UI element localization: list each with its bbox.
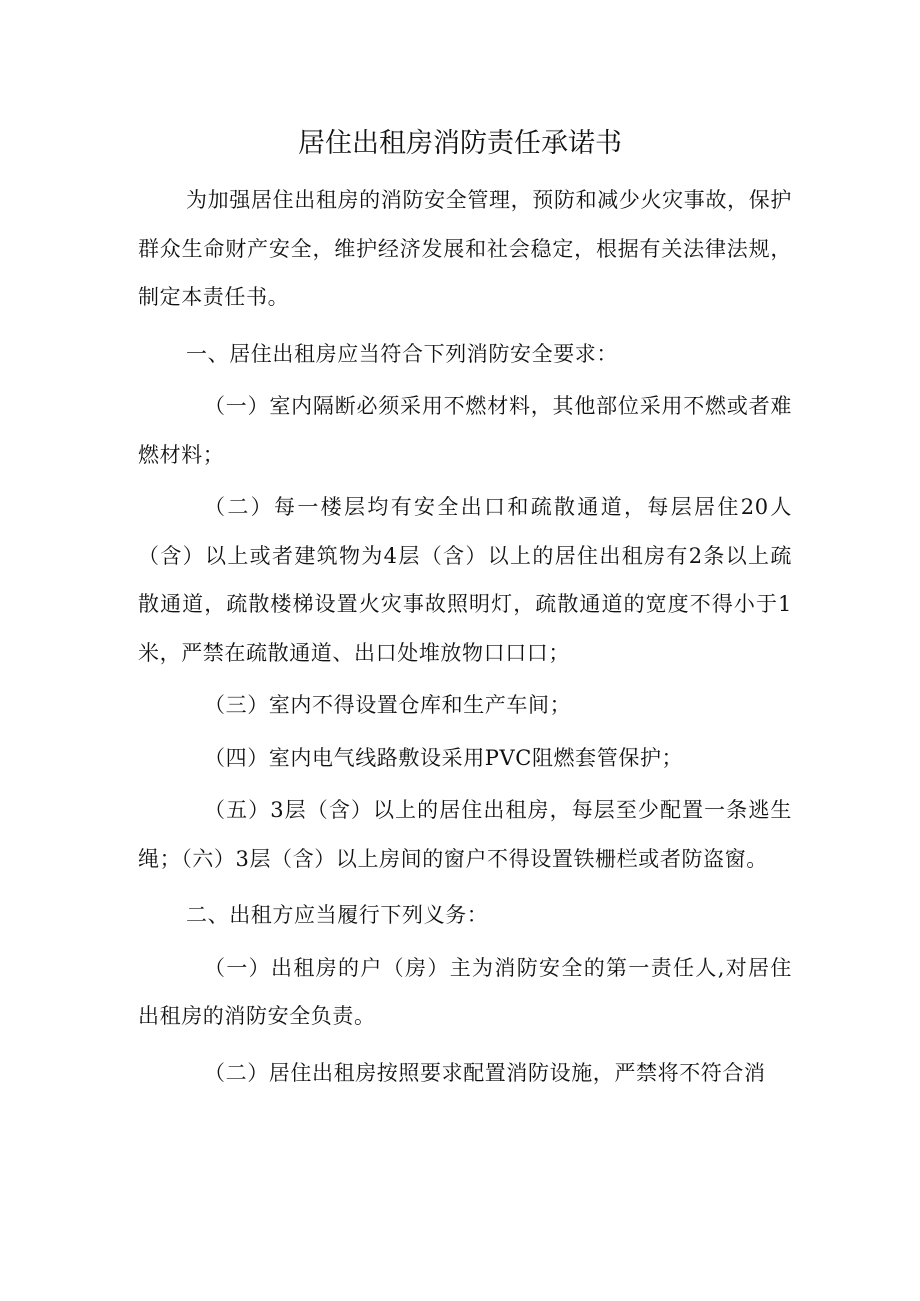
- section-1-item-1: （一）室内隔断必须采用不燃材料，其他部位采用不燃或者难燃材料；: [138, 394, 792, 467]
- section-1-item-3: （三）室内不得设置仓库和生产车间；: [204, 693, 572, 717]
- document-body: [138, 176, 792, 1097]
- section-2-item-2: （二）居住出租房按照要求配置消防设施，严禁将不符合消: [204, 1060, 766, 1085]
- intro-paragraph: 为加强居住出租房的消防安全管理，预防和减少火灾事故，保护群众生命财产安全，维护经济发展和社会稳定，根据有关法律法规，制定本责任书。: [138, 188, 792, 309]
- section-1-item-2: （二）每一楼层均有安全出口和疏散通道，每层居住20人（含）以上或者建筑物为4层（含）以上的居住出租房有2条以上疏散通道，疏散楼梯设置火灾事故照明灯，疏散通道的宽度不得小于1米，严禁在疏散通道、出口处堆放物口口口；: [138, 495, 792, 665]
- section-2-item-1: （一）出租房的户（房）主为消防安全的第一责任人,对居住出租房的消防安全负责。: [138, 955, 792, 1028]
- section-1-item-4: （四）室内电气线路敷设采用PVC阻燃套管保护；: [204, 745, 684, 770]
- section-2-heading: 二、出租方应当履行下列义务：: [186, 903, 489, 927]
- section-1-heading: 一、居住出租房应当符合下列消防安全要求：: [186, 341, 618, 366]
- document-title: 居住出租房消防责任承诺书: [298, 128, 622, 159]
- section-1-item-5-6: （五）3层（含）以上的居住出租房，每层至少配置一条逃生绳；（六）3层（含）以上房间的窗户不得设置铁栅栏或者防盗窗。: [138, 798, 792, 871]
